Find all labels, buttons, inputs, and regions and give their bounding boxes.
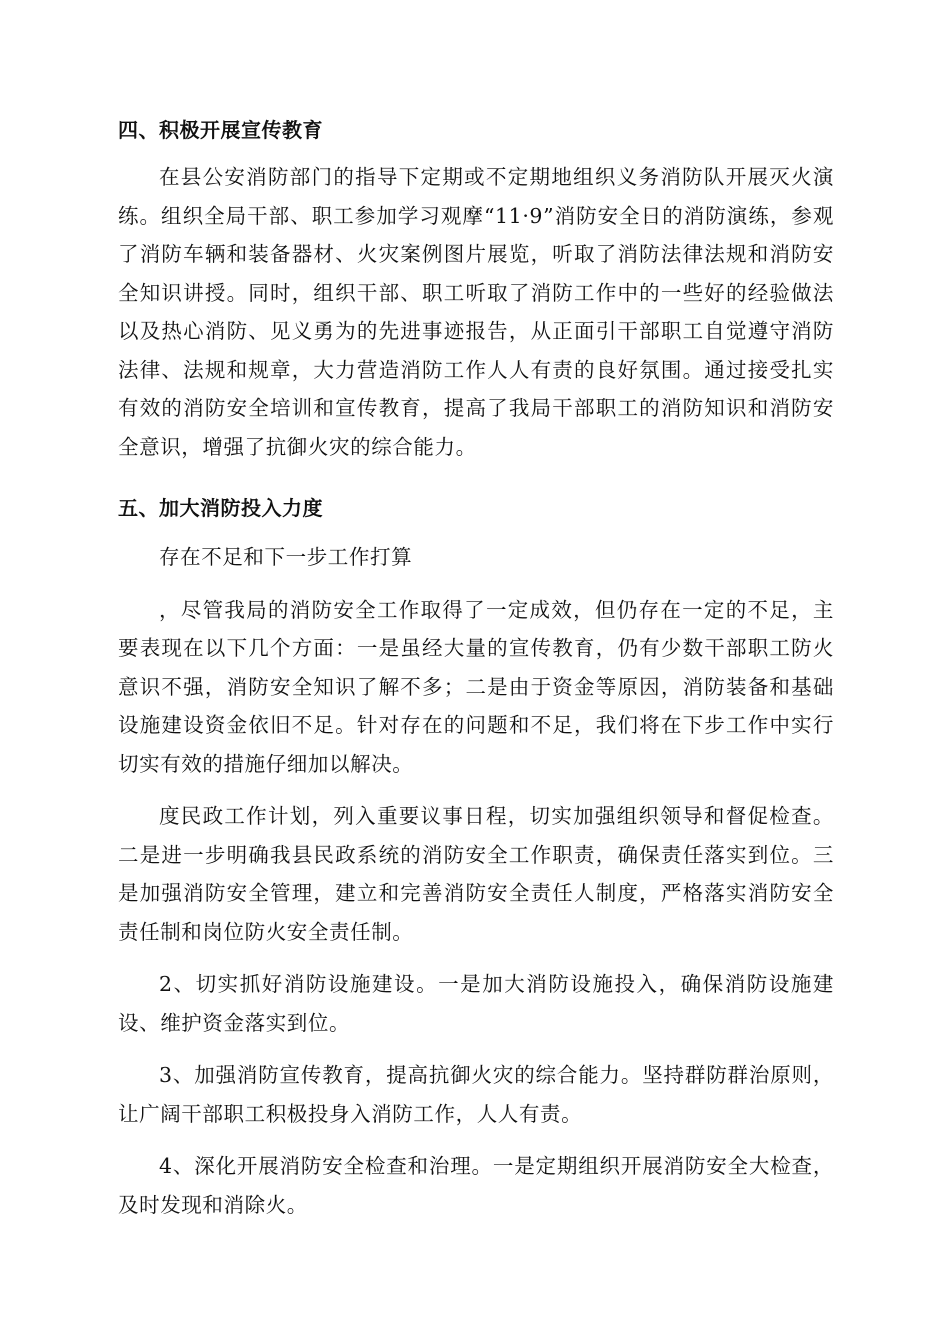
- section-heading-5: 五、加大消防投入力度: [118, 496, 323, 520]
- paragraph-shortcomings: ，尽管我局的消防安全工作取得了一定成效，但仍存在一定的不足，主要表现在以下几个方面：一是虽经大量的宣传教育，仍有少数干部职工防火意识不强，消防安全知识了解不多；二是由于资金等原因，消防装备和基础设施建设资金依旧不足。针对存在的问题和不足，我们将在下步工作中实行切实有效的措施仔细加以解决。: [118, 597, 834, 776]
- paragraph-shortcomings-title: 存在不足和下一步工作打算: [159, 545, 413, 569]
- paragraph-plan-item-3: 3、加强消防宣传教育，提高抗御火灾的综合能力。坚持群防群治原则，让广阔干部职工积极投身入消防工作，人人有责。: [118, 1063, 834, 1126]
- document-page: [118, 110, 834, 1238]
- paragraph-plan-item-4: 4、深化开展消防安全检查和治理。一是定期组织开展消防安全大检查，及时发现和消除火。: [118, 1154, 834, 1217]
- paragraph-plan-item-1: 度民政工作计划，列入重要议事日程，切实加强组织领导和督促检查。二是进一步明确我县民政系统的消防安全工作职责，确保责任落实到位。三是加强消防安全管理，建立和完善消防安全责任人制度，严格落实消防安全责任制和岗位防火安全责任制。: [118, 804, 834, 944]
- paragraph-plan-item-2: 2、切实抓好消防设施建设。一是加大消防设施投入，确保消防设施建设、维护资金落实到位。: [118, 972, 834, 1035]
- section-heading-4: 四、积极开展宣传教育: [118, 118, 323, 142]
- paragraph-publicity-education: 在县公安消防部门的指导下定期或不定期地组织义务消防队开展灭火演练。组织全局干部、职工参加学习观摩“11·9”消防安全日的消防演练，参观了消防车辆和装备器材、火灾案例图片展览，听取了消防法律法规和消防安全知识讲授。同时，组织干部、职工听取了消防工作中的一些好的经验做法以及热心消防、见义勇为的先进事迹报告，从正面引干部职工自觉遵守消防法律、法规和规章，大力营造消防工作人人有责的良好氛围。通过接受扎实有效的消防安全培训和宣传教育，提高了我局干部职工的消防知识和消防安全意识，增强了抗御火灾的综合能力。: [118, 165, 834, 459]
